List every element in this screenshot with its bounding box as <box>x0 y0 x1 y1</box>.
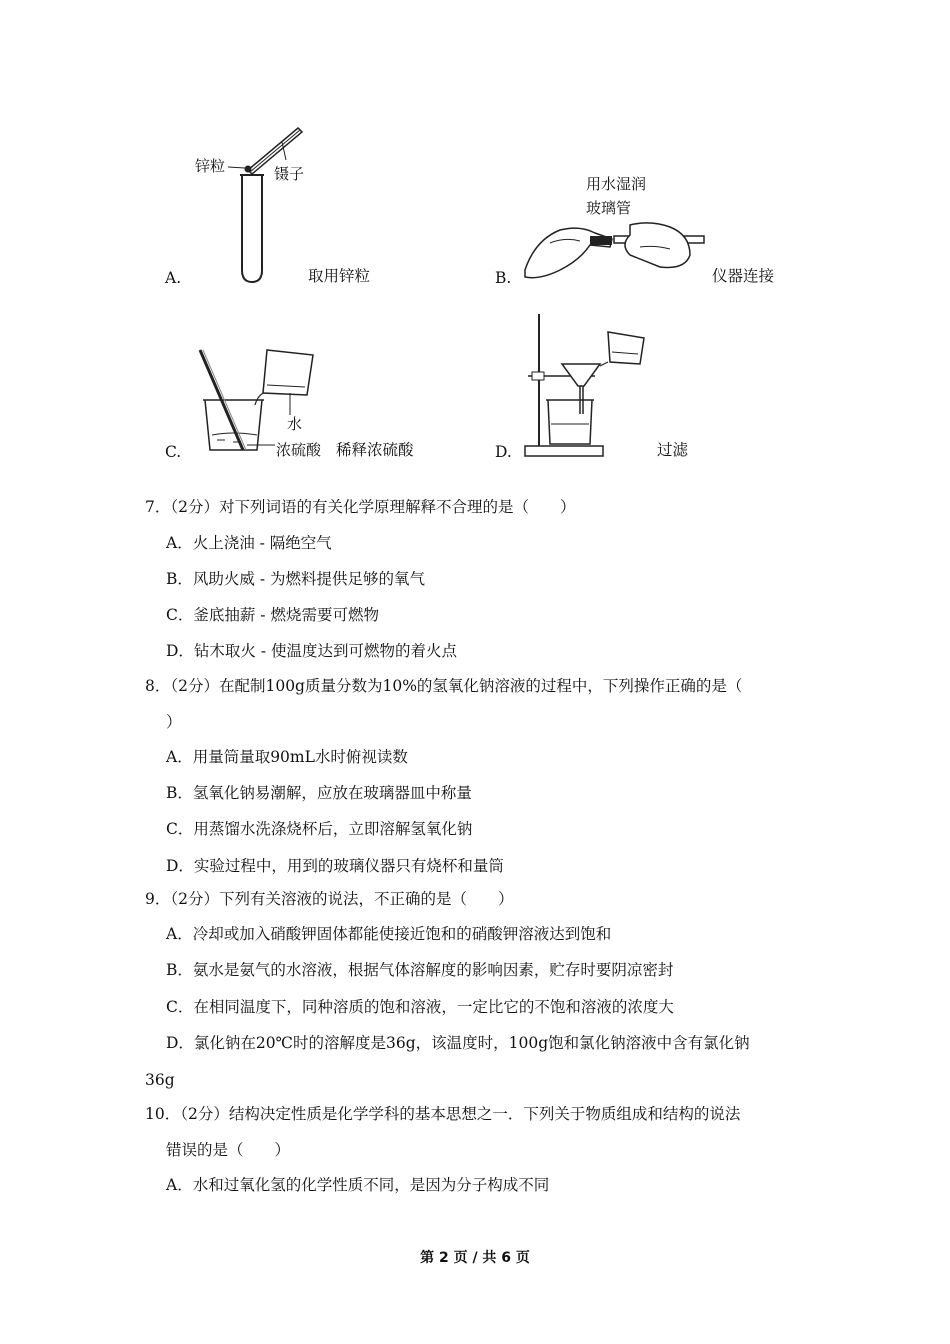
filtration-apparatus-illustration <box>520 312 655 460</box>
option-b: B．氨水是氨气的水溶液，根据气体溶解度的影响因素，贮存时要阴凉密封 <box>166 961 674 979</box>
option-b: B．氢氧化钠易潮解，应放在玻璃器皿中称量 <box>166 784 472 802</box>
option-a: A．用量筒量取90mL水时俯视读数 <box>166 748 408 766</box>
label-zinc: 锌粒 <box>195 157 226 175</box>
question-stem: 7．（2分）对下列词语的有关化学原理解释不合理的是（ ） <box>145 498 576 516</box>
label-tweezers: 镊子 <box>274 165 305 183</box>
question-stem: 10．（2分）结构决定性质是化学学科的基本思想之一．下列关于物质组成和结构的说法 <box>145 1105 741 1123</box>
label-conc-acid: 浓硫酸 <box>276 441 322 459</box>
test-tube-tweezers-illustration <box>190 120 320 285</box>
label-wet-line1: 用水湿润 <box>586 175 647 193</box>
label-wet-line2: 玻璃管 <box>586 199 632 217</box>
caption-a: 取用锌粒 <box>308 267 371 285</box>
option-letter-b: B. <box>495 269 512 287</box>
question-stem-continuation: 错误的是（ ） <box>166 1141 291 1159</box>
option-a: A．冷却或加入硝酸钾固体都能使接近饱和的硝酸钾溶液达到饱和 <box>166 925 612 943</box>
option-d: D．实验过程中，用到的玻璃仪器只有烧杯和量筒 <box>166 857 504 875</box>
option-a: A．火上浇油 - 隔绝空气 <box>166 534 332 552</box>
option-c: C．在相同温度下，同种溶质的饱和溶液，一定比它的不饱和溶液的浓度大 <box>166 998 674 1016</box>
caption-d: 过滤 <box>657 441 689 459</box>
option-letter-d: D. <box>495 443 512 461</box>
label-water: 水 <box>287 415 303 433</box>
question-stem: 9．（2分）下列有关溶液的说法，不正确的是（ ） <box>145 890 514 908</box>
option-letter-c: C. <box>165 443 182 461</box>
option-d: D．钻木取火 - 使温度达到可燃物的着火点 <box>166 642 458 660</box>
option-c: C．釜底抽薪 - 燃烧需要可燃物 <box>166 606 379 624</box>
caption-c: 稀释浓硫酸 <box>336 441 414 459</box>
option-d-continuation: 36g <box>145 1071 175 1089</box>
option-c: C．用蒸馏水洗涤烧杯后，立即溶解氢氧化钠 <box>166 820 473 838</box>
question-stem: 8．（2分）在配制100g质量分数为10%的氢氧化钠溶液的过程中，下列操作正确的是（ <box>145 677 743 695</box>
caption-b: 仪器连接 <box>712 267 775 285</box>
option-b: B．风助火威 - 为燃料提供足够的氧气 <box>166 570 425 588</box>
option-d: D．氯化钠在20℃时的溶解度是36g，该温度时，100g饱和氯化钠溶液中含有氯化钠 <box>166 1034 750 1052</box>
page-footer: 第 2 页 / 共 6 页 <box>420 1250 530 1266</box>
question-stem-continuation: ） <box>166 713 182 731</box>
option-a: A．水和过氧化氢的化学性质不同，是因为分子构成不同 <box>166 1176 550 1194</box>
hands-connecting-tubes-illustration <box>520 215 705 285</box>
option-letter-a: A. <box>165 269 182 287</box>
